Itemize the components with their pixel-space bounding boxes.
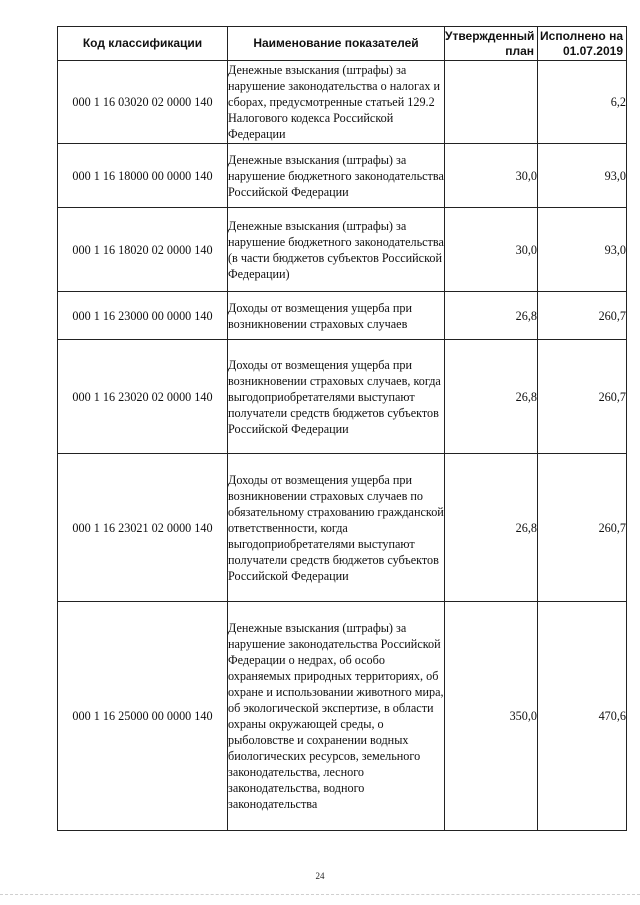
row-plan: 30,0 (445, 208, 538, 292)
row-plan: 26,8 (445, 340, 538, 454)
row-name: Денежные взыскания (штрафы) за нарушение законодательства о налогах и сборах, предусмотренные статьей 129.2 Налогового кодекса Российской Федерации (228, 61, 445, 144)
row-code: 000 1 16 25000 00 0000 140 (58, 602, 228, 831)
row-code: 000 1 16 23021 02 0000 140 (58, 454, 228, 602)
row-plan (445, 61, 538, 144)
header-executed: Исполнено на 01.07.2019 (538, 27, 627, 61)
row-code: 000 1 16 23000 00 0000 140 (58, 292, 228, 340)
row-plan: 350,0 (445, 602, 538, 831)
row-executed: 260,7 (538, 340, 627, 454)
row-executed: 6,2 (538, 61, 627, 144)
row-name: Денежные взыскания (штрафы) за нарушение бюджетного законодательства (в части бюджетов субъектов Российской Федерации) (228, 208, 445, 292)
page-number: 24 (315, 871, 325, 881)
table-row (58, 61, 627, 144)
header-classification-code: Код классификации (58, 27, 228, 61)
row-code: 000 1 16 03020 02 0000 140 (58, 61, 228, 144)
table-row (58, 454, 627, 602)
row-executed: 260,7 (538, 292, 627, 340)
row-code: 000 1 16 18000 00 0000 140 (58, 144, 228, 208)
row-plan: 26,8 (445, 454, 538, 602)
table-row (58, 602, 627, 831)
row-plan: 26,8 (445, 292, 538, 340)
row-name: Денежные взыскания (штрафы) за нарушение законодательства Российской Федерации о недрах, об особо охраняемых природных территориях, об охране и использовании животного мира, об экологической экспертизе, в области охраны окружающей среды, о рыболовстве и сохранении водных биологических ресурсов, земельного законодательства, лесного законодательства, водного законодательства (228, 602, 445, 831)
row-name: Доходы от возмещения ущерба при возникновении страховых случаев по обязательному страхованию гражданской ответственности, когда выгодоприобретателями выступают получатели средств бюджетов субъектов Российской Федерации (228, 454, 445, 602)
row-code: 000 1 16 18020 02 0000 140 (58, 208, 228, 292)
row-name: Доходы от возмещения ущерба при возникновении страховых случаев, когда выгодоприобретателями выступают получатели средств бюджетов субъектов Российской Федерации (228, 340, 445, 454)
row-executed: 470,6 (538, 602, 627, 831)
row-code: 000 1 16 23020 02 0000 140 (58, 340, 228, 454)
row-name: Доходы от возмещения ущерба при возникновении страховых случаев (228, 292, 445, 340)
budget-revenue-table (57, 26, 627, 831)
scan-edge-divider (0, 894, 640, 895)
table-row (58, 292, 627, 340)
row-name: Денежные взыскания (штрафы) за нарушение бюджетного законодательства Российской Федерации (228, 144, 445, 208)
header-approved-plan: Утвержденный план (445, 27, 538, 61)
row-executed: 93,0 (538, 208, 627, 292)
table-header-row (58, 27, 627, 61)
table-row (58, 340, 627, 454)
row-executed: 260,7 (538, 454, 627, 602)
table-row (58, 144, 627, 208)
row-executed: 93,0 (538, 144, 627, 208)
table-row (58, 208, 627, 292)
header-indicator-name: Наименование показателей (228, 27, 445, 61)
row-plan: 30,0 (445, 144, 538, 208)
